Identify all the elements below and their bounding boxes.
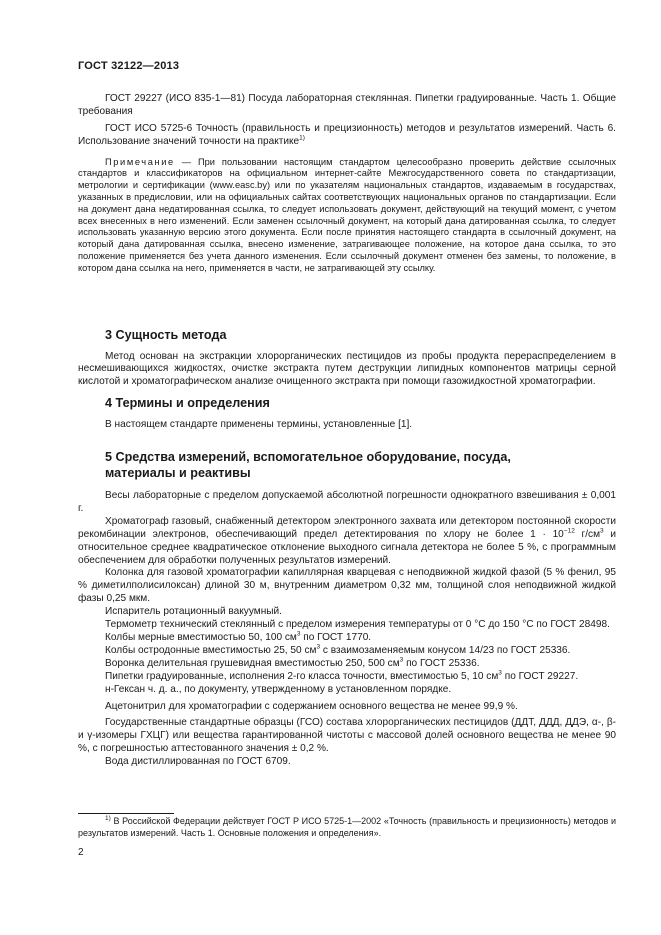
section-3-title: 3 Сущность метода (105, 328, 227, 342)
item-text: Воронка делительная грушевидная вместимостью 250, 500 см (105, 657, 400, 669)
exponent: −12 (563, 527, 575, 535)
item-separatory-funnel (78, 658, 616, 671)
item-distilled-water: Вода дистиллированная по ГОСТ 6709. (105, 756, 291, 768)
references-block (78, 93, 616, 275)
item-chromatograph (78, 516, 616, 568)
section-5-title-line2: материалы и реактивы (105, 465, 251, 480)
note-label: Примечание (105, 156, 175, 167)
document-header: ГОСТ 32122—2013 (78, 60, 180, 72)
item-chromatograph-text-c: и относительное среднее квадратическое отклонение выходного сигнала детектора не более 5 %, с программным обеспечением для обработки полученных результатов измерений. (78, 528, 616, 566)
item-text: Колбы остродонные вместимостью 25, 50 см (105, 644, 317, 656)
section-3-text: Метод основан на экстракции хлорорганических пестицидов из пробы продукта перераспределением в несмешивающихся жидкостях, очистке экстракта путем деструкции липидных компонентов матрицы серной кислотой и хроматографическом анализе очищенного экстракта при помощи газожидкостной хроматографии. (78, 350, 616, 388)
item-chromatograph-text-b: г/см (574, 528, 601, 540)
item-hexane: н-Гексан ч. д. а., по документу, утвержденному в установленном порядке. (105, 683, 452, 695)
footnote-separator (78, 813, 174, 814)
item-scales: Весы лабораторные с пределом допускаемой абсолютной погрешности однократного взвешивания ± 0,001 г. (78, 490, 616, 514)
item-volumetric-flasks (78, 632, 616, 645)
footnote-mark: 1) (105, 815, 111, 822)
footnote (78, 816, 616, 839)
item-chromatograph-text-a: Хроматограф газовый, снабженный детектором электронного захвата или детектором постоянной скорости рекомбинации электронов, обеспечивающий предел детектирования по хлору не более 1 · 10 (78, 515, 616, 540)
item-text: по ГОСТ 1770. (300, 631, 372, 643)
superscript-3: 3 (316, 643, 321, 651)
superscript-3: 3 (498, 669, 502, 677)
section-3 (78, 328, 616, 389)
page-number: 2 (78, 847, 84, 858)
footnote-ref-mark: 1) (299, 134, 305, 142)
item-text: по ГОСТ 29227. (501, 670, 579, 682)
footnote-text: В Российской Федерации действует ГОСТ Р ИСО 5725-1—2002 «Точность (правильность и прецизионность) методов и результатов измерений. Часть 1. Основные положения и определения». (78, 816, 616, 838)
superscript-3: 3 (296, 630, 301, 638)
section-5-body (78, 490, 616, 769)
section-4-text: В настоящем стандарте применены термины, установленные [1]. (105, 418, 413, 430)
item-text: по ГОСТ 25336. (403, 657, 480, 669)
item-round-flasks (78, 645, 616, 658)
superscript-3: 3 (600, 527, 604, 535)
reference-text: ГОСТ ИСО 5725-6 Точность (правильность и прецизионность) методов и результатов измерений. Часть 6. Использование значений точности на практике (78, 122, 616, 147)
item-text: с взаимозаменяемым конусом 14/23 по ГОСТ 25336. (320, 644, 571, 656)
item-text: Колбы мерные вместимостью 50, 100 см (105, 631, 297, 643)
section-5 (78, 450, 616, 769)
item-evaporator: Испаритель ротационный вакуумный. (105, 606, 282, 618)
item-text: Пипетки градуированные, исполнения 2-го класса точности, вместимостью 5, 10 см (105, 670, 499, 682)
item-column: Колонка для газовой хроматографии капиллярная кварцевая с неподвижной жидкой фазой (5 % фенил, 95 % диметилполисилоксан) длиной 30 м, внутренним диаметром 0,32 мм, толщиной слоя неподвижной жидкой фазы 0,25 мкм. (78, 567, 616, 605)
superscript-3: 3 (399, 656, 404, 664)
item-reference-standards: Государственные стандартные образцы (ГСО) состава хлорорганических пестицидов (ДДТ, ДДД, ДДЭ, α-, β- и γ-изомеры ГХЦГ) или вещества гарантированной чистоты с массовой долей основного вещества не менее 90 %, с погрешностью аттестованного значения ± 0,2 %. (78, 717, 616, 755)
note-paragraph (78, 157, 616, 275)
section-4 (78, 396, 616, 431)
reference-gost-29227: ГОСТ 29227 (ИСО 835-1—81) Посуда лабораторная стеклянная. Пипетки градуированные. Часть 1. Общие требования (78, 93, 616, 117)
item-thermometer: Термометр технический стеклянный с пределом измерения температуры от 0 °С до 150 °С по ГОСТ 28498. (105, 619, 610, 631)
section-5-title-line1: 5 Средства измерений, вспомогательное оборудование, посуда, (105, 450, 511, 464)
item-acetonitrile: Ацетонитрил для хроматографии с содержанием основного вещества не менее 99,9 %. (105, 700, 518, 712)
section-4-title: 4 Термины и определения (105, 396, 270, 410)
item-pipettes (78, 671, 616, 684)
note-text: — При пользовании настоящим стандартом целесообразно проверить действие ссылочных стандартов и классификаторов на официальном интернет-сайте Межгосударственного совета по стандартизации, метрологии и сертификации (www.easc.by) или по указателям национальных стандартов, издаваемым в государствах, указанных в предисловии, или на официальных сайтах соответствующих национальных органов по стандартизации. Если на документ дана недатированная ссылка, то следует использовать документ, действующий на текущий момент, с учетом всех внесенных в него изменений. Если заменен ссылочный документ, на который дана датированная ссылка, то следует использовать указанную версию этого документа. Если после принятия настоящего стандарта в ссылочный документ, на который дана датированная ссылка, внесено изменение, затрагивающее положение, на которое дана ссылка, то это положение применяется без учета данного изменения. Если ссылочный документ отменен без замены, то положение, в котором дана ссылка на него, применяется в части, не затрагивающей эту ссылку. (78, 156, 616, 273)
reference-gost-iso-5725-6 (78, 123, 616, 149)
